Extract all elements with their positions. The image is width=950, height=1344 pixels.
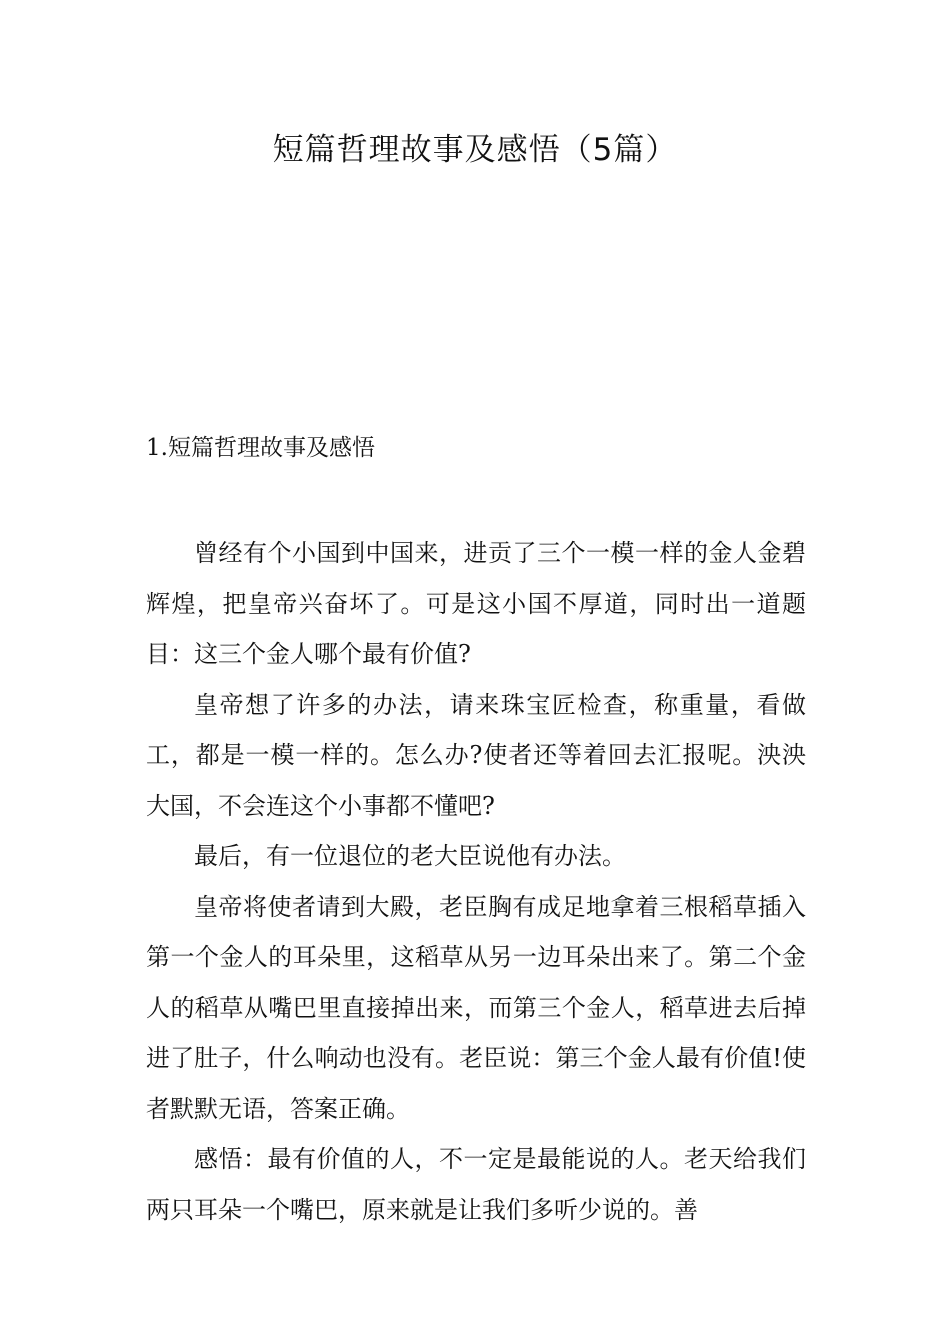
- paragraph: 曾经有个小国到中国来，进贡了三个一模一样的金人金碧辉煌，把皇帝兴奋坏了。可是这小国不厚道，同时出一道题目：这三个金人哪个最有价值?: [146, 539, 806, 668]
- section-heading: 1.短篇哲理故事及感悟: [146, 435, 375, 461]
- document-title: 短篇哲理故事及感悟（5篇）: [272, 132, 678, 168]
- paragraph: 感悟：最有价值的人，不一定是最能说的人。老天给我们两只耳朵一个嘴巴，原来就是让我们多听少说的。善: [146, 1145, 806, 1224]
- story-body: [146, 528, 806, 1235]
- paragraph: 最后，有一位退位的老大臣说他有办法。: [194, 842, 626, 870]
- paragraph: 皇帝想了许多的办法，请来珠宝匠检查，称重量，看做工，都是一模一样的。怎么办?使者还等着回去汇报呢。泱泱大国，不会连这个小事都不懂吧?: [146, 690, 806, 820]
- paragraph: 皇帝将使者请到大殿，老臣胸有成足地拿着三根稻草插入第一个金人的耳朵里，这稻草从另一边耳朵出来了。第二个金人的稻草从嘴巴里直接掉出来，而第三个金人，稻草进去后掉进了肚子，什么响动也没有。老臣说：第三个金人最有价值!使者默默无语，答案正确。: [146, 892, 806, 1123]
